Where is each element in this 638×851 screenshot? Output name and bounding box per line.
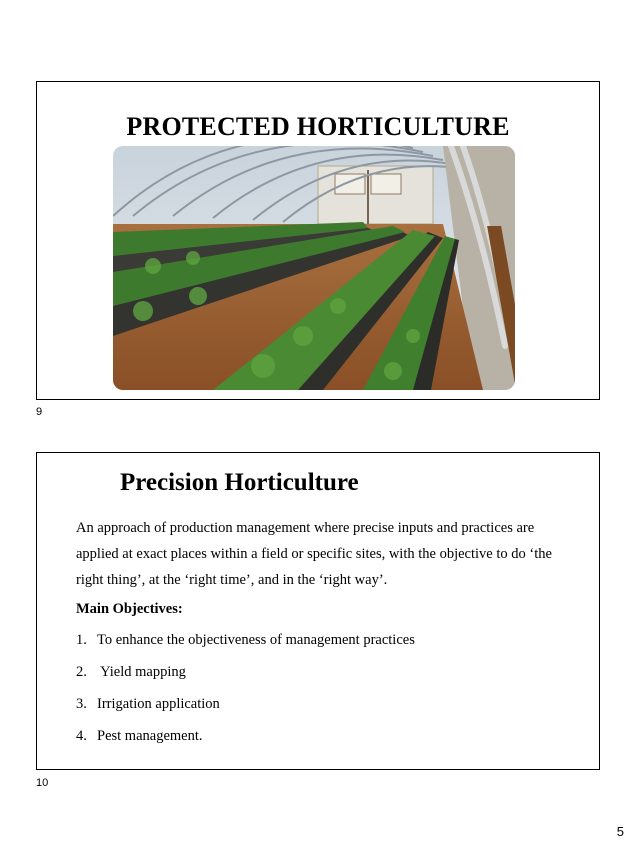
list-item: 1. To enhance the objectiveness of management practices	[76, 632, 415, 648]
definition-paragraph: An approach of production management where precise inputs and practices are applied at exact places within a field or specific sites, with the objective to do ‘the right thing’, at the ‘right time’, and in the ‘right way’.	[76, 520, 552, 588]
greenhouse-photo	[113, 146, 515, 390]
slide-precision-horticulture	[36, 452, 600, 770]
objectives-heading: Main Objectives:	[76, 601, 183, 617]
list-item: 2. Yield mapping	[76, 664, 186, 680]
objectives-list	[76, 624, 566, 752]
list-item: 3. Irrigation application	[76, 696, 220, 712]
slide-number: 10	[36, 777, 49, 789]
list-item: 4. Pest management.	[76, 728, 203, 744]
slide-number: 9	[36, 406, 43, 418]
slide-protected-horticulture	[36, 81, 600, 400]
page-number: 5	[616, 824, 624, 839]
slide-body	[76, 515, 566, 752]
slide-title: Precision Horticulture	[120, 469, 359, 496]
slide-title: PROTECTED HORTICULTURE	[126, 112, 510, 141]
